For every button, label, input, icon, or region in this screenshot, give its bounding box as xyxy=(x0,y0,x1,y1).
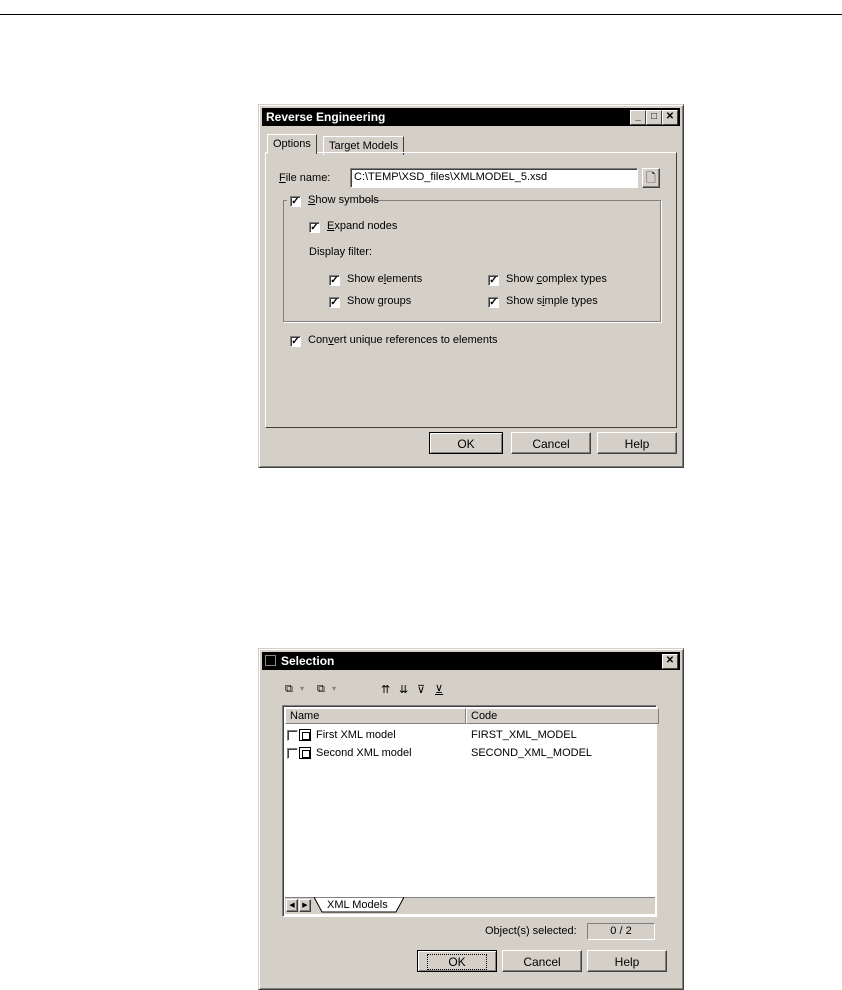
sheet-tab-xml-models[interactable]: XML Models xyxy=(327,899,388,911)
row-name: Second XML model xyxy=(316,747,412,759)
ok-button[interactable] xyxy=(417,950,497,972)
expand-nodes-checkbox[interactable]: ✓ xyxy=(310,222,319,233)
select-all-icon[interactable]: ⧉ xyxy=(285,683,293,695)
display-filter-label: Display filter: xyxy=(309,246,372,258)
show-simple-types-checkbox[interactable]: ✓ xyxy=(489,297,498,308)
model-icon xyxy=(299,747,311,759)
close-icon[interactable]: ✕ xyxy=(662,110,678,125)
row-code: FIRST_XML_MODEL xyxy=(471,729,577,741)
show-simple-types-label: Show simple types xyxy=(506,295,598,307)
show-complex-types-checkbox[interactable]: ✓ xyxy=(489,275,498,286)
window-app-icon xyxy=(265,655,276,666)
row-name: First XML model xyxy=(316,729,396,741)
reverse-engineering-dialog xyxy=(258,104,684,468)
show-groups-checkbox[interactable]: ✓ xyxy=(330,297,339,308)
cancel-button[interactable]: Cancel xyxy=(502,950,582,972)
title-bar xyxy=(262,108,680,126)
close-icon[interactable]: ✕ xyxy=(662,654,678,669)
show-groups-label: Show groups xyxy=(347,295,412,307)
show-complex-types-label: Show complex types xyxy=(506,273,607,285)
tab-options[interactable] xyxy=(267,134,317,154)
title-bar xyxy=(262,652,680,670)
expand-nodes-label: Expand nodes xyxy=(327,220,398,232)
tab-options-label: Options xyxy=(273,138,311,150)
page-top-rule xyxy=(0,14,842,15)
move-top-icon[interactable]: ⇈ xyxy=(381,684,391,696)
browse-file-icon[interactable]: 🗋 xyxy=(642,168,660,188)
show-elements-label: Show elements xyxy=(347,273,423,285)
model-icon xyxy=(299,729,311,741)
convert-refs-label: Convert unique references to elements xyxy=(308,334,498,346)
help-button[interactable]: Help xyxy=(597,432,677,454)
row-checkbox[interactable] xyxy=(287,730,298,741)
file-name-label-mnemonic: F xyxy=(279,172,286,184)
column-header-code[interactable]: Code xyxy=(466,708,659,724)
tab-scroll-left-icon[interactable]: ◀ xyxy=(286,899,298,912)
select-all-dropdown-icon[interactable]: ▾ xyxy=(300,684,305,693)
show-symbols-checkbox[interactable]: ✓ xyxy=(291,196,300,207)
show-elements-checkbox[interactable]: ✓ xyxy=(330,275,339,286)
objects-selected-label: Object(s) selected: xyxy=(485,925,577,937)
file-name-input[interactable]: C:\TEMP\XSD_files\XMLMODEL_5.xsd xyxy=(350,168,638,188)
selection-dialog xyxy=(258,648,684,990)
filter-settings-icon[interactable]: ⊻ xyxy=(435,684,444,696)
filter-icon[interactable]: ⊽ xyxy=(417,684,426,696)
ok-button[interactable]: OK xyxy=(429,432,503,454)
move-bottom-icon[interactable]: ⇊ xyxy=(399,684,409,696)
row-code: SECOND_XML_MODEL xyxy=(471,747,593,759)
tab-target-models-label: Target Models xyxy=(329,140,399,152)
object-list[interactable] xyxy=(282,705,657,917)
sheet-tab-bar xyxy=(285,897,655,914)
row-checkbox[interactable] xyxy=(287,748,298,759)
deselect-all-icon[interactable]: ⧉ xyxy=(317,683,325,695)
convert-refs-checkbox[interactable]: ✓ xyxy=(291,336,300,347)
table-row[interactable] xyxy=(286,727,656,743)
maximize-icon[interactable]: □ xyxy=(646,110,662,125)
column-header-name[interactable]: Name xyxy=(285,708,466,724)
table-row[interactable] xyxy=(286,745,656,761)
objects-selected-count: 0 / 2 xyxy=(587,923,655,940)
ok-button-label: OK xyxy=(427,954,486,970)
deselect-all-dropdown-icon[interactable]: ▾ xyxy=(332,684,337,693)
dialog-title: Selection xyxy=(281,654,335,668)
show-symbols-label: Show symbols xyxy=(308,194,379,206)
help-button[interactable]: Help xyxy=(587,950,667,972)
minimize-icon[interactable]: _ xyxy=(630,110,646,125)
cancel-button[interactable]: Cancel xyxy=(511,432,591,454)
file-name-label-rest: ile name: xyxy=(285,172,331,184)
dialog-title: Reverse Engineering xyxy=(266,110,386,124)
file-name-label xyxy=(279,172,330,184)
tab-scroll-right-icon[interactable]: ▶ xyxy=(299,899,311,912)
